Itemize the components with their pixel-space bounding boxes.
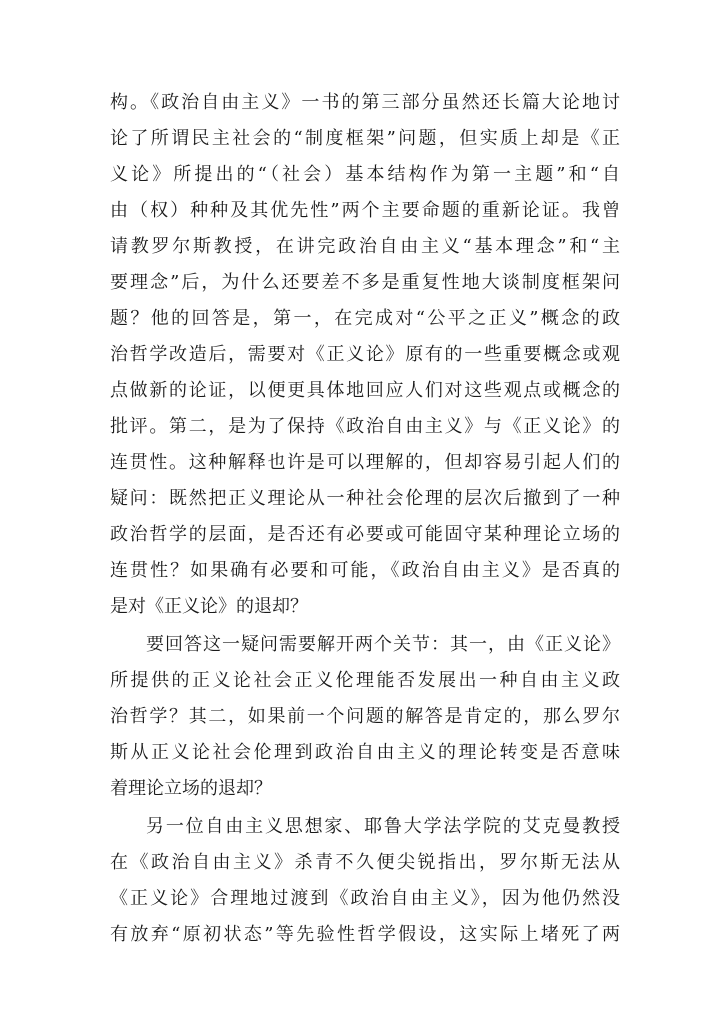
text-line: 论了所谓民主社会的“制度框架”问题，但实质上却是《正 [110, 128, 620, 149]
text-line: 由（权）种种及其优先性”两个主要命题的重新论证。我曾 [110, 200, 620, 221]
text-line: 连贯性。这种解释也许是可以理解的，但却容易引起人们的 [110, 452, 620, 473]
text-line: 着理论立场的退却？ [110, 778, 272, 799]
text-line: 是对《正义论》的退却？ [110, 596, 308, 617]
text-line: 有放弃“原初状态”等先验性哲学假设，这实际上堵死了两 [110, 924, 620, 945]
text-line: 批评。第二，是为了保持《政治自由主义》与《正义论》的 [110, 416, 620, 437]
paragraph-2 [110, 627, 620, 807]
text-line: 斯从正义论社会伦理到政治自由主义的理论转变是否意味 [110, 742, 620, 763]
text-line: 政治哲学的层面，是否还有必要或可能固守某种理论立场的 [110, 524, 620, 545]
text-line: 请教罗尔斯教授，在讲完政治自由主义“基本理念”和“主 [110, 236, 620, 257]
text-line: 连贯性？如果确有必要和可能，《政治自由主义》是否真的 [110, 560, 620, 581]
text-line: 治哲学？其二，如果前一个问题的解答是肯定的，那么罗尔 [110, 706, 620, 727]
text-line: 要回答这一疑问需要解开两个关节：其一，由《正义论》 [146, 634, 620, 655]
text-line: 另一位自由主义思想家、耶鲁大学法学院的艾克曼教授 [146, 816, 620, 837]
text-line: 在《政治自由主义》杀青不久便尖锐指出，罗尔斯无法从 [110, 852, 620, 873]
text-line: 《正义论》合理地过渡到《政治自由主义》，因为他仍然没 [110, 888, 620, 909]
text-line: 点做新的论证，以便更具体地回应人们对这些观点或概念的 [110, 380, 620, 401]
text-line: 所提供的正义论社会正义伦理能否发展出一种自由主义政 [110, 670, 620, 691]
text-line: 疑问：既然把正义理论从一种社会伦理的层次后撤到了一种 [110, 488, 620, 509]
text-line: 构。《政治自由主义》一书的第三部分虽然还长篇大论地讨 [110, 92, 620, 113]
text-line: 义论》所提出的“（社会）基本结构作为第一主题”和“自 [110, 164, 620, 185]
paragraph-1 [110, 85, 620, 625]
text-line: 题？他的回答是，第一，在完成对“公平之正义”概念的政 [110, 308, 620, 329]
paragraph-3 [110, 809, 620, 953]
text-line: 治哲学改造后，需要对《正义论》原有的一些重要概念或观 [110, 344, 620, 365]
text-line: 要理念”后，为什么还要差不多是重复性地大谈制度框架问 [110, 272, 620, 293]
body-text [110, 85, 620, 953]
